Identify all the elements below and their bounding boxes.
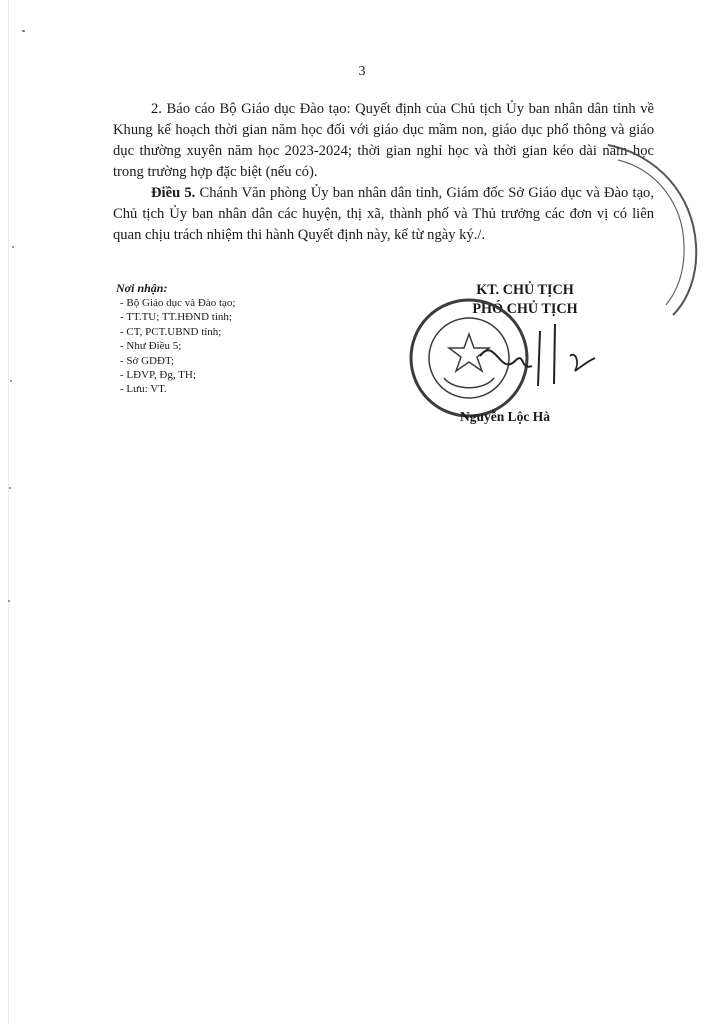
paragraph-article-5	[113, 183, 654, 246]
recipient-item: - TT.TU; TT.HĐND tỉnh;	[120, 310, 376, 324]
page-number: 3	[358, 64, 366, 79]
scan-speck	[9, 487, 11, 489]
scan-speck	[8, 600, 10, 602]
paragraph-item-2: 2. Báo cáo Bộ Giáo dục Đào tạo: Quyết định của Chủ tịch Ủy ban nhân dân tỉnh về Khung kế hoạch thời gian năm học đối với giáo dục mầm non, giáo dục phổ thông và giáo dục thường xuyên năm học 2023-2024; thời gian nghỉ học và thời gian kéo dài năm học trong trường hợp đặc biệt (nếu có).	[113, 101, 654, 180]
handwritten-signature	[470, 316, 620, 396]
recipient-item: - Lưu: VT.	[120, 382, 376, 396]
recipient-item: - Bộ Giáo dục và Đào tạo;	[120, 296, 376, 310]
recipient-item: - Sở GDĐT;	[120, 354, 376, 368]
recipient-item: - CT, PCT.UBND tỉnh;	[120, 325, 376, 339]
recipient-item: - LĐVP, Đg, TH;	[120, 368, 376, 382]
scan-speck	[10, 380, 12, 382]
scan-edge-line	[8, 0, 9, 1024]
signature-title-2: PHÓ CHỦ TỊCH	[472, 301, 578, 317]
scan-speck	[12, 246, 14, 248]
recipients-list	[116, 296, 376, 397]
signature-title-1: KT. CHỦ TỊCH	[476, 282, 574, 298]
recipient-item: - Như Điều 5;	[120, 339, 376, 353]
body-text	[113, 99, 654, 246]
article-5-text: Chánh Văn phòng Ủy ban nhân dân tỉnh, Giám đốc Sở Giáo dục và Đào tạo, Chủ tịch Ủy ban nhân dân các huyện, thị xã, thành phố và Thủ trưởng các đơn vị có liên quan chịu trách nhiệm thi hành Quyết định này, kể từ ngày ký./.	[113, 185, 655, 243]
recipients-heading: Nơi nhận:	[116, 281, 168, 295]
article-5-label: Điều 5.	[151, 185, 196, 201]
recipients-block	[116, 280, 376, 397]
signer-name: Nguyễn Lộc Hà	[459, 409, 550, 424]
scan-speck	[22, 30, 25, 32]
